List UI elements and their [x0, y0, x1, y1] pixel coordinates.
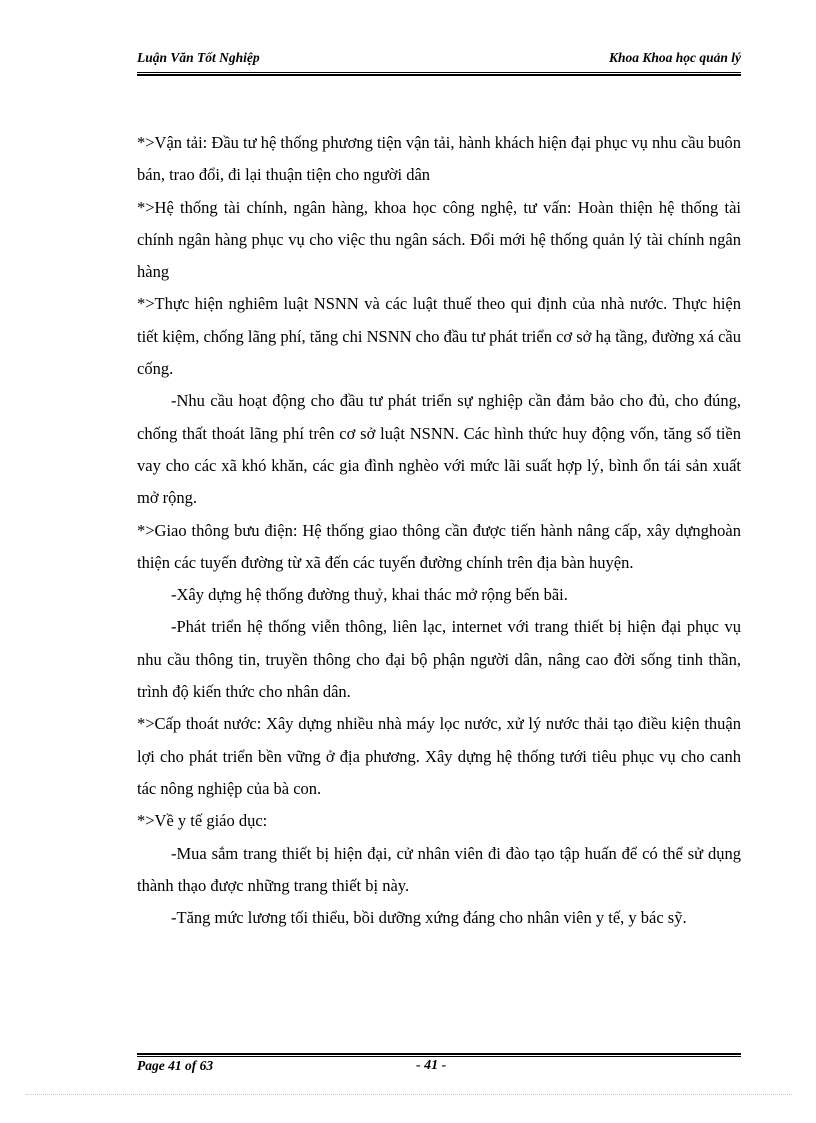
paragraph: -Xây dựng hệ thống đường thuỷ, khai thác mở rộng bến bãi. — [171, 585, 568, 605]
page-number: - 41 - — [416, 1058, 447, 1073]
page-count: Page 41 of 63 — [137, 1058, 214, 1073]
paragraph: -Nhu cầu hoạt động cho đầu tư phát triển sự nghiệp cần đảm bảo cho đủ, cho đúng, chống thất thoát lãng phí trên cơ sở luật NSNN. Các hình thức huy động vốn, tăng số tiền vay cho các xã khó khăn, các gia đình nghèo với mức lãi suất hợp lý, bình ổn tái sản xuất mở rộng. — [137, 391, 741, 508]
paragraph: -Mua sắm trang thiết bị hiện đại, cử nhân viên đi đào tạo tập huấn để có thể sử dụng thành thạo được những trang thiết bị này. — [137, 843, 741, 895]
paragraph: *>Về y tế giáo dục: — [137, 811, 268, 831]
paragraph: *>Thực hiện nghiêm luật NSNN và các luật thuế theo qui định của nhà nước. Thực hiện tiết kiệm, chống lãng phí, tăng chi NSNN cho đầu tư phát triển cơ sở hạ tầng, đường xá cầu cống. — [137, 294, 742, 379]
page-header — [137, 48, 741, 72]
footer-rule-thick — [137, 1053, 741, 1055]
paragraph: -Phát triển hệ thống viễn thông, liên lạc, internet với trang thiết bị hiện đại phục vụ nhu cầu thông tin, truyền thông cho đại bộ phận người dân, nâng cao đời sống tinh thần, trình độ kiến thức cho nhân dân. — [137, 617, 741, 702]
header-rule — [137, 72, 741, 73]
footer-rule — [137, 1056, 741, 1057]
paragraph: *>Giao thông bưu điện: Hệ thống giao thông cần được tiến hành nâng cấp, xây dựnghoàn thiện các tuyến đường từ xã đến các tuyến đường chính trên địa bàn huyện. — [137, 520, 741, 572]
body-text — [137, 127, 741, 934]
paragraph: -Tăng mức lương tối thiểu, bồi dưỡng xứng đáng cho nhân viên y tế, y bác sỹ. — [171, 908, 687, 928]
paragraph: *>Hệ thống tài chính, ngân hàng, khoa học công nghệ, tư vấn: Hoàn thiện hệ thống tài chính ngân hàng phục vụ cho việc thu ngân sách. Đổi mới hệ thống quản lý tài chính ngân hàng — [137, 197, 741, 282]
paragraph: *>Vận tải: Đầu tư hệ thống phương tiện vận tải, hành khách hiện đại phục vụ nhu cầu buôn bán, trao đổi, đi lại thuận tiện cho người dân — [137, 133, 741, 185]
page-footer — [137, 1058, 741, 1078]
header-rule-thick — [137, 74, 741, 76]
header-faculty: Khoa Khoa học quản lý — [608, 50, 741, 65]
paragraph: *>Cấp thoát nước: Xây dựng nhiều nhà máy lọc nước, xử lý nước thải tạo điều kiện thuận lợi cho phát triển bền vững ở địa phương. Xây dựng hệ thống tưới tiêu phục vụ cho canh tác nông nghiệp của bà con. — [137, 714, 741, 798]
header-thesis-title: Luận Văn Tốt Nghiệp — [137, 50, 260, 65]
page-bottom-divider — [26, 1094, 792, 1095]
